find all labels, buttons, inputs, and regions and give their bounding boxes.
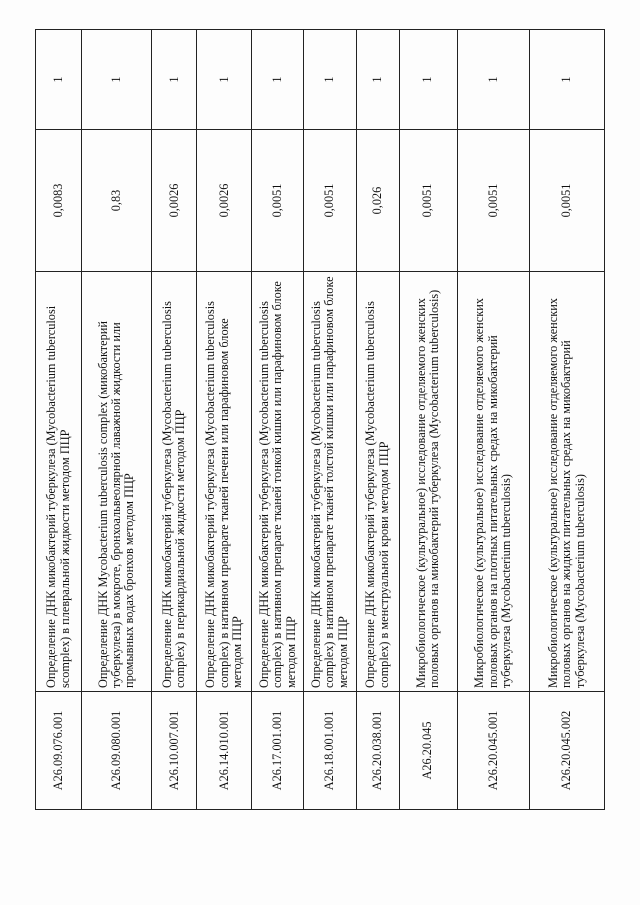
multiplicity-value: 1 [252, 30, 304, 130]
service-code: A26.20.045.002 [529, 692, 604, 810]
service-name: Определение ДНК микобактерий туберкулеза (Mycobacterium tuberculosis complex) в перикардиальной жидкости методом ПЦР [152, 272, 197, 692]
service-name: Определение ДНК Mycobacterium tuberculosis complex (микобактерий туберкулеза) в мокроте, бронхоальвеолярной лаважной жидкости или промывных водах бронхов методом ПЦР [82, 272, 152, 692]
service-code: A26.20.038.001 [356, 692, 399, 810]
table-row [529, 30, 604, 810]
service-code: A26.09.080.001 [82, 692, 152, 810]
frequency-value: 0,0026 [197, 130, 252, 272]
multiplicity-value: 1 [356, 30, 399, 130]
service-code: A26.17.001.001 [252, 692, 304, 810]
table-row [304, 30, 356, 810]
frequency-value: 0,0051 [304, 130, 356, 272]
frequency-value: 0,0051 [457, 130, 529, 272]
rotated-table-container [35, 30, 605, 810]
table-row [36, 30, 82, 810]
table-row [399, 30, 457, 810]
multiplicity-value: 1 [529, 30, 604, 130]
multiplicity-value: 1 [152, 30, 197, 130]
multiplicity-value: 1 [82, 30, 152, 130]
multiplicity-value: 1 [36, 30, 82, 130]
service-code: A26.20.045.001 [457, 692, 529, 810]
frequency-value: 0,83 [82, 130, 152, 272]
service-name: Определение ДНК микобактерий туберкулеза (Mycobacterium tuberculosi scomplex) в плевральной жидкости методом ПЦР [36, 272, 82, 692]
frequency-value: 0,0051 [399, 130, 457, 272]
frequency-value: 0,0026 [152, 130, 197, 272]
table-row [82, 30, 152, 810]
table-row [252, 30, 304, 810]
frequency-value: 0,026 [356, 130, 399, 272]
frequency-value: 0,0051 [529, 130, 604, 272]
service-code: A26.10.007.001 [152, 692, 197, 810]
frequency-value: 0,0083 [36, 130, 82, 272]
service-name: Определение ДНК микобактерий туберкулеза (Mycobacterium tuberculosis complex) в нативном препарате тканей толстой кишки или парафиновом блоке методом ПЦР [304, 272, 356, 692]
multiplicity-value: 1 [304, 30, 356, 130]
service-code: A26.09.076.001 [36, 692, 82, 810]
table-row [457, 30, 529, 810]
service-name: Определение ДНК микобактерий туберкулеза (Mycobacterium tuberculosis complex) в менструальной крови методом ПЦР [356, 272, 399, 692]
multiplicity-value: 1 [197, 30, 252, 130]
table-row [197, 30, 252, 810]
service-code: A26.14.010.001 [197, 692, 252, 810]
service-name: Микробиологическое (культуральное) исследование отделяемого женских половых органов на микобактерий туберкулеза (Mycobacterium tuberculosis) [399, 272, 457, 692]
service-name: Микробиологическое (культуральное) исследование отделяемого женских половых органов на жидких питательных средах на микобактерий туберкулеза (Mycobacterium tuberculosis) [529, 272, 604, 692]
service-name: Определение ДНК микобактерий туберкулеза (Mycobacterium tuberculosis complex) в нативном препарате тканей тонкой кишки или парафиновом блоке методом ПЦР [252, 272, 304, 692]
frequency-value: 0,0051 [252, 130, 304, 272]
service-name: Микробиологическое (культуральное) исследование отделяемого женских половых органов на плотных питательных средах на микобактерий туберкулеза (Mycobacterium tuberculosis) [457, 272, 529, 692]
multiplicity-value: 1 [457, 30, 529, 130]
service-code: A26.20.045 [399, 692, 457, 810]
table-row [152, 30, 197, 810]
service-code: A26.18.001.001 [304, 692, 356, 810]
service-name: Определение ДНК микобактерий туберкулеза (Mycobacterium tuberculosis complex) в нативном препарате тканей печени или парафиновом блоке методом ПЦР [197, 272, 252, 692]
table-row [356, 30, 399, 810]
multiplicity-value: 1 [399, 30, 457, 130]
services-table [35, 29, 605, 810]
